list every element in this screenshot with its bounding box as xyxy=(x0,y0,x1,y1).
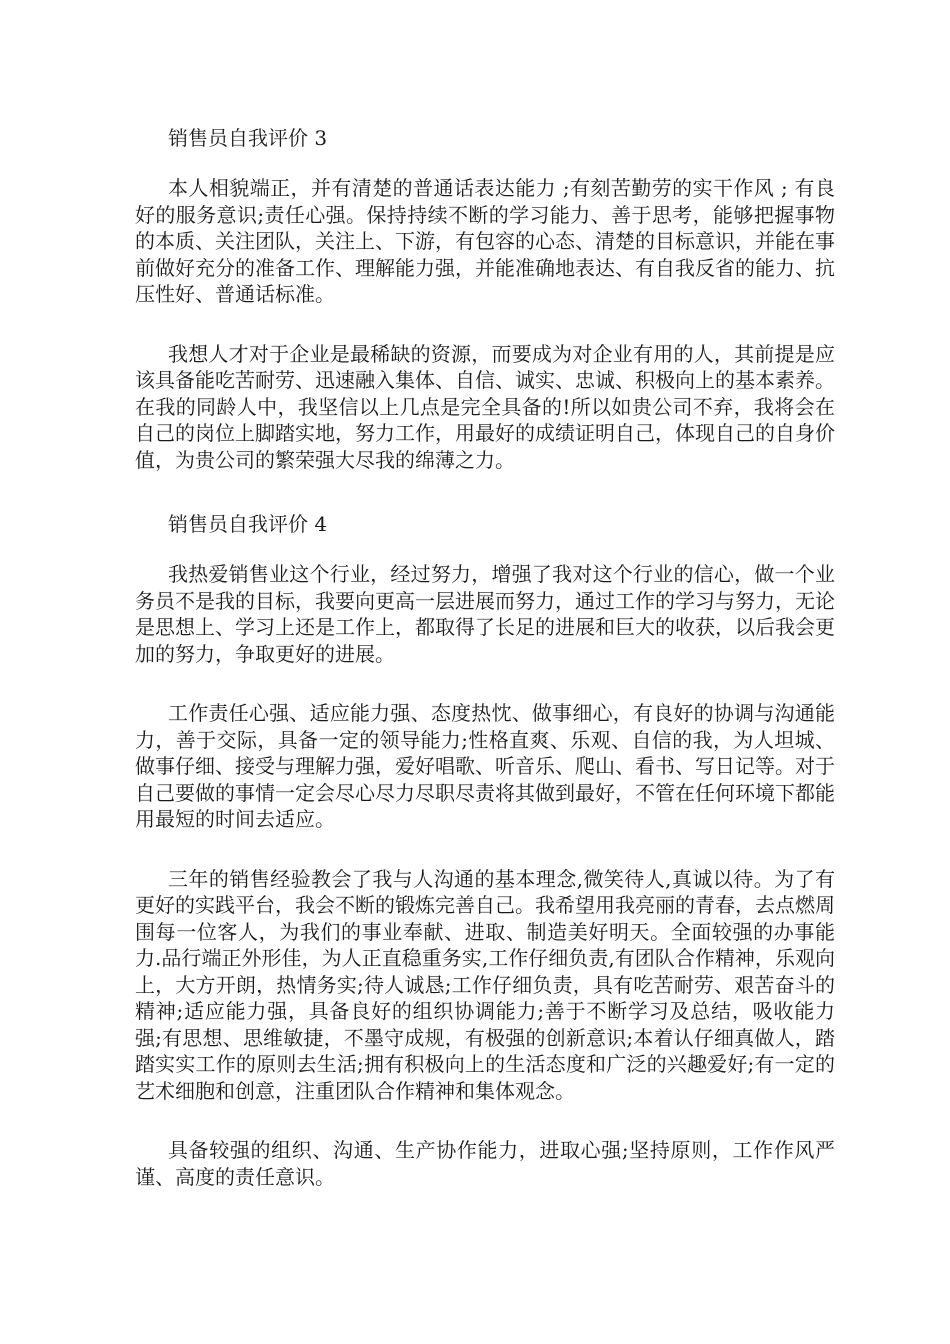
section-4-paragraph-2: 工作责任心强、适应能力强、态度热忱、做事细心，有良好的协调与沟通能力，善于交际，具备一定的领导能力;性格直爽、乐观、自信的我，为人坦城、做事仔细、接受与理解力强，爱好唱歌、听音乐、爬山、看书、写日记等。对于自己要做的事情一定会尽心尽力尽职尽责将其做到最好，不管在任何环境下都能用最短的时间去适应。 xyxy=(135,701,835,831)
section-heading-4: 销售员自我评价 4 xyxy=(168,512,328,536)
section-4-paragraph-3: 三年的销售经验教会了我与人沟通的基本理念,微笑待人,真诚以待。为了有更好的实践平台，我会不断的锻炼完善自己。我希望用我亮丽的青春，去点燃周围每一位客人，为我们的事业奉献、进取、制造美好明天。全面较强的办事能力.品行端正外形佳，为人正直稳重务实,工作仔细负责,有团队合作精神，乐观向上，大方开朗，热情务实;待人诚恳;工作仔细负责，具有吃苦耐劳、艰苦奋斗的精神;适应能力强，具备良好的组织协调能力;善于不断学习及总结，吸收能力强;有思想、思维敏捷，不墨守成规，有极强的创新意识;本着认仔细真做人，踏踏实实工作的原则去生活;拥有积极向上的生活态度和广泛的兴趣爱好;有一定的艺术细胞和创意，注重团队合作精神和集体观念。 xyxy=(135,866,835,1103)
section-4-paragraph-4: 具备较强的组织、沟通、生产协作能力，进取心强;坚持原则，工作作风严谨、高度的责任意识。 xyxy=(135,1138,835,1189)
section-4-paragraph-1: 我热爱销售业这个行业，经过努力，增强了我对这个行业的信心，做一个业务员不是我的目标，我要向更高一层进展而努力，通过工作的学习与努力，无论是思想上、学习上还是工作上，都取得了长足的进展和巨大的收获，以后我会更加的努力，争取更好的进展。 xyxy=(135,562,835,666)
section-heading-3: 销售员自我评价 3 xyxy=(168,126,328,150)
section-3-paragraph-1: 本人相貌端正，并有清楚的普通话表达能力 ;有刻苦勤劳的实干作风 ; 有良好的服务意识;责任心强。保持持续不断的学习能力、善于思考，能够把握事物的本质、关注团队，关注上、下游，有包容的心态、清楚的目标意识，并能在事前做好充分的准备工作、理解能力强，并能准确地表达、有自我反省的能力、抗压性好、普通话标准。 xyxy=(135,176,835,306)
section-3-paragraph-2: 我想人才对于企业是最稀缺的资源，而要成为对企业有用的人，其前提是应该具备能吃苦耐劳、迅速融入集体、自信、诚实、忠诚、积极向上的基本素养。在我的同龄人中，我坚信以上几点是完全具备的!所以如贵公司不弃，我将会在自己的岗位上脚踏实地，努力工作，用最好的成绩证明自己，体现自己的自身价值，为贵公司的繁荣强大尽我的绵薄之力。 xyxy=(135,341,835,472)
document-body xyxy=(135,120,835,1190)
